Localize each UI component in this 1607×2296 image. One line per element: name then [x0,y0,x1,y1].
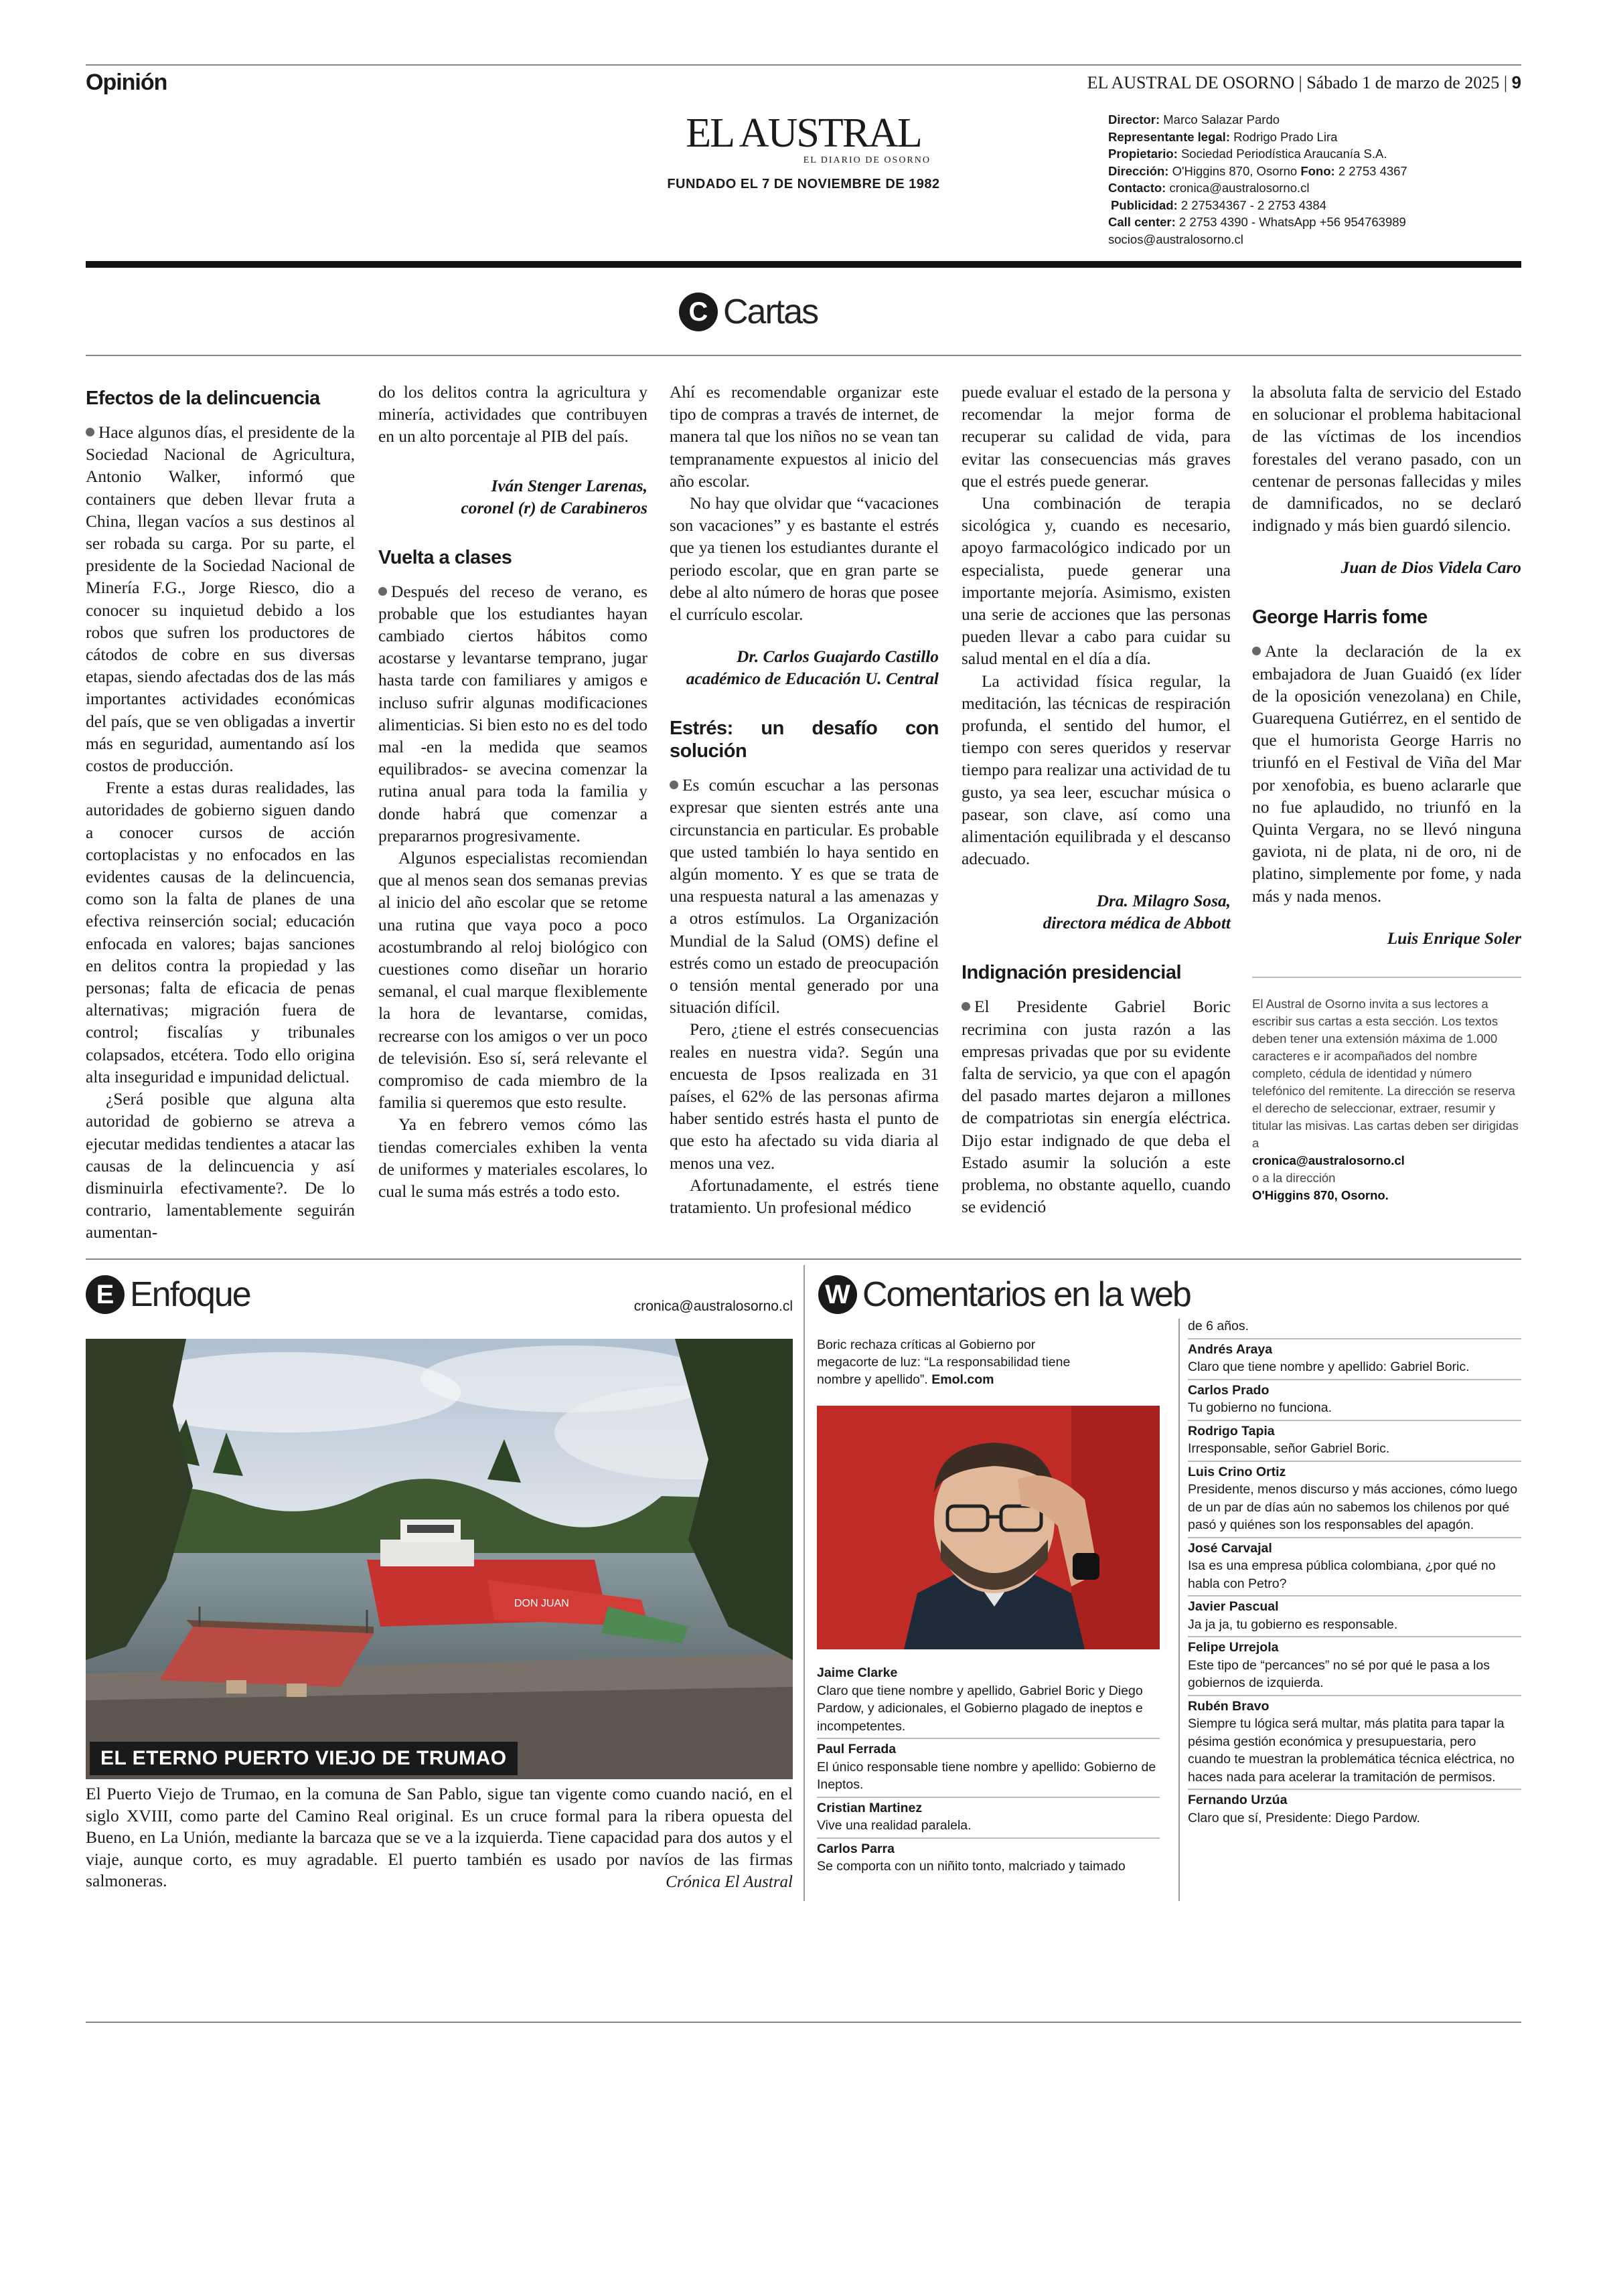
letter-paragraph: Una combinación de terapia sicológica y, cuando es necesario, apoyo farmacológico indicado por un especialista, puede generar una importante mejoría. Asimismo, existen una serie de acciones que las personas pueden llevar a cabo para cuidar su salud mental en el día a día. [962,494,1231,669]
letter-signature: Iván Stenger Larenas, coronel (r) de Carabineros [461,476,647,517]
comment-author: Rodrigo Tapia [1188,1423,1275,1439]
column-divider [804,1265,805,1901]
comment-text: Vive una realidad paralela. [817,1818,972,1833]
letter-paragraph: La actividad física regular, la meditación, las técnicas de respiración profunda, el sentido del humor, el tiempo con seres queridos y reservar tiempo para realizar una actividad de tu gusto, ya sea leer, escuchar música o pasear, son clave, así como una alimentación equilibrada y el descanso adecuado. [962,671,1231,869]
comment-text: El único responsable tiene nombre y apellido: Gobierno de Ineptos. [817,1759,1156,1792]
president-photo-image [817,1406,1160,1649]
web-badge: W [818,1275,857,1314]
comment-author: Jaime Clarke [817,1665,898,1680]
letter-heading: George Harris fome [1252,606,1428,629]
letters-column-1 [86,382,355,1244]
letter-paragraph: Ahí es recomendable organizar este tipo de compras a través de internet, de manera tal que los niños no se vean tan tempranamente expuestos al inicio del año escolar. [670,383,939,491]
enfoque-heading [86,1275,250,1315]
enfoque-caption: El Puerto Viejo de Trumao, en la comuna de San Pablo, sigue tan vigente como cuando nació, en el siglo XVIII, como parte del Camino Real original. Es un cruce formal para la ribera opuesta del Bueno, en La Unión, mediante la barcaza que se ve a la izquierda. Tiene capacidad para dos autos y el viaje, aunque corto, es muy agradable. El puerto también es usado por navíos de las firmas salmoneras. [86,1784,793,1890]
comment-item [817,1839,1160,1878]
enfoque-badge: E [86,1275,125,1314]
comment-author: Felipe Urrejola [1188,1640,1279,1655]
web-intro: Boric rechaza críticas al Gobierno por megacorte de luz: “La responsabilidad tiene nombre y apellido”. Emol.com [817,1337,1071,1387]
comment-author: Cristian Martinez [817,1800,923,1815]
bullet-icon [670,781,678,789]
section-label: Opinión [86,70,167,95]
credit-line: Propietario: Sociedad Periodística Araucanía S.A. [1108,147,1387,161]
cartas-divider [86,355,1521,356]
letter-paragraph: do los delitos contra la agricultura y minería, actividades que contribuyen en un alto porcentaje al PIB del país. [378,383,647,446]
comment-text: Este tipo de “percances” no sé por qué le pasa a los gobiernos de izquierda. [1188,1657,1490,1690]
credit-line: Representante legal: Rodrigo Prado Lira [1108,129,1338,144]
ferry-name-text: DON JUAN [514,1598,569,1609]
letter-paragraph: Pero, ¿tiene el estrés consecuencias reales en nuestra vida?. Según una encuesta de Ipsos realizada en 31 países, el 62% de las personas afirma haber sentido estrés hasta el punto de que esto ha afectado su vida diaria al menos una vez. [670,1020,939,1173]
credit-line: socios@australosorno.cl [1108,232,1243,246]
letter-signature: Dr. Carlos Guajardo Castillo académico de Educación U. Central [686,647,939,689]
comment-item [1188,1421,1521,1462]
credit-line: Contacto: cronica@australosorno.cl [1108,181,1310,195]
enfoque-title: Enfoque [130,1275,250,1314]
comment-author: Carlos Parra [817,1841,895,1856]
web-intro-source: Emol.com [931,1372,994,1387]
letters-column-5 [1252,382,1521,1204]
cartas-title: Cartas [723,293,818,331]
comment-text: Siempre tu lógica será multar, más platita para tapar la pésima gestión económica y presupuestaria, pero cuando te muestran la problemática técnica eléctrica, no haces nada para acelerar la tramitación de permisos. [1188,1716,1515,1785]
comment-item [817,1798,1160,1839]
comment-text: Ja ja ja, tu gobierno es responsable. [1188,1617,1398,1632]
comment-item [1188,1538,1521,1597]
letter-heading: Estrés: un desafío con solución [670,718,939,762]
ferry-photo [86,1339,793,1779]
comment-item [1188,1790,1521,1829]
staff-credits [1108,111,1521,248]
notice-email[interactable]: cronica@australosorno.cl [1252,1153,1405,1167]
letter-signature: Luis Enrique Soler [1387,928,1521,948]
comment-author: Rubén Bravo [1188,1698,1270,1714]
letter-paragraph: No hay que olvidar que “vacaciones son vacaciones” y es bastante el estrés que ya tienen los estudiantes durante el periodo escolar, que en gran parte se debe al alto número de horas que posee el currículo escolar. [670,494,939,625]
comment-author: Carlos Prado [1188,1382,1270,1398]
letter-signature: Dra. Milagro Sosa, directora médica de Abbott [1043,892,1231,933]
letter-paragraph: ¿Será posible que alguna alta autoridad de gobierno se atreva a ejecutar medidas tendientes a atacar las causas de la delincuencia y así disminuirla efectivamente?. De lo contrario, lamentablemente seguirán aumentan- [86,1090,355,1242]
comment-item [817,1739,1160,1798]
comment-author: Fernando Urzúa [1188,1793,1288,1807]
comment-author: Paul Ferrada [817,1742,897,1756]
comment-text: Claro que tiene nombre y apellido, Gabriel Boric y Diego Pardow, y adicionales, el Gobierno plagado de ineptos e incompetentes. [817,1683,1143,1734]
photo-title: EL ETERNO PUERTO VIEJO DE TRUMAO [90,1742,518,1775]
comment-text: Tu gobierno no funciona. [1188,1400,1332,1415]
footer-rule [86,2022,1521,2023]
comment-text: Isa es una empresa pública colombiana, ¿por qué no habla con Petro? [1188,1558,1496,1591]
letter-paragraph: Frente a estas duras realidades, las autoridades de gobierno siguen dando a conocer cursos de acción cortoplacistas y no enfocados en las evidentes causas de la delincuencia, como son la falta de planes de una efectiva reinserción social; educación enfocada en valores; bajas sanciones en delitos contra la propiedad y las personas; falta de eficacia de penas alternativas; migración fuera de control; fiscalías y tribunales colapsados, etcétera. Todo ello origina alta inseguridad e impunidad delictual. [86,778,355,1086]
cartas-heading [679,292,818,332]
letter-paragraph: puede evaluar el estado de la persona y recomendar la mejor forma de recuperar su calidad de vida, para evitar las consecuencias más graves que el estrés puede generar. [962,383,1231,491]
issue-line: EL AUSTRAL DE OSORNO | Sábado 1 de marzo de 2025 | 9 [1087,72,1521,92]
comment-continuation: de 6 años. [1188,1316,1521,1339]
president-photo [817,1406,1160,1649]
section-divider [86,1258,1521,1260]
letter-paragraph: Es común escuchar a las personas expresar que sienten estrés ante una circunstancia en particular. Es probable que usted también lo haya sentido en algún momento. Y es que se trata de una respuesta natural a las amenazas y a otros estímulos. La Organización Mundial de la Salud (OMS) define el estrés como un estado de preocupación o tensión mental generado por una situación difícil. [670,776,939,1017]
comment-item [1188,1696,1521,1791]
letter-signature: Juan de Dios Videla Caro [1341,558,1521,578]
bullet-icon [1252,647,1261,655]
comment-text: Irresponsable, señor Gabriel Boric. [1188,1441,1390,1456]
letters-column-4 [962,382,1231,1219]
comment-item [1188,1596,1521,1637]
page-number: 9 [1511,72,1521,92]
issue-date: Sábado 1 de marzo de 2025 [1306,73,1500,92]
comment-item [1188,1462,1521,1538]
comment-text: Presidente, menos discurso y más acciones, cómo luego de un par de días aún no sabemos los chilenos por qué pasó y quiénes son los responsables del apagón. [1188,1482,1518,1532]
comment-text: Se comporta con un niñito tonto, malcriado y taimado [817,1859,1126,1874]
credit-line: Call center: 2 2753 4390 - WhatsApp +56 954763989 [1108,215,1406,229]
web-title: Comentarios en la web [862,1275,1191,1314]
letter-paragraph: Hace algunos días, el presidente de la Sociedad Nacional de Agricultura, Antonio Walker, informó que containers que deben llevar fruta a China, llegan vacíos a sus destinos al ser robada su carga. Por su parte, el presidente de la Sociedad Nacional de Minería F.G., Jorge Riesco, dio a conocer su inquietud debido a los robos que sufren los productores de cátodos de cobre en sus diversas etapas, siendo afectadas dos de las más importantes actividades económicas del país, que se ven obligadas a invertir más en seguridad, aumentando así los costos de producción. [86,423,355,776]
letter-paragraph: Después del receso de verano, es probable que los estudiantes hayan cambiado ciertos hábitos como acostarse y levantarse temprano, jugar hasta tarde con familiares y amigos e incluso sufrir algunas modificaciones alimenticias. Si bien esto no es del todo mal -en la medida que seamos equilibrados- se avecina comenzar la rutina anual para toda la familia y donde habrá que comenzar a prepararnos progresivamente. [378,582,647,845]
header-divider [86,261,1521,268]
enfoque-signature: Crónica El Austral [666,1873,793,1891]
newspaper-logo: EL AUSTRAL [686,110,921,156]
top-bar [86,64,1521,99]
cartas-badge: C [679,293,718,331]
masthead [656,112,951,192]
comment-item [1188,1637,1521,1696]
letters-column-2 [378,382,647,1203]
comments-list-left [817,1663,1160,1878]
letter-heading: Vuelta a clases [378,546,512,568]
letter-heading: Efectos de la delincuencia [86,388,320,409]
letter-paragraph: la absoluta falta de servicio del Estado en solucionar el problema habitacional de las víctimas de los incendios forestales del verano pasado, con un centenar de personas fallecidas y miles de damnificados, no se declaró indignado y más bien guardó silencio. [1252,383,1521,536]
comment-author: José Carvajal [1188,1540,1272,1556]
letter-paragraph: Ya en febrero vemos cómo las tiendas comerciales exhiben la venta de uniformes y materiales escolares, lo cual le suma más estrés a todo esto. [378,1115,647,1202]
credit-line: Director: Marco Salazar Pardo [1108,112,1280,127]
newspaper-name: EL AUSTRAL DE OSORNO [1087,73,1294,92]
submission-notice: El Austral de Osorno invita a sus lectores a escribir sus cartas a esta sección. Los textos deben tener una extensión máxima de 1.000 caracteres e ir acompañados del nombre completo, cédula de identidad y número telefónico del remitente. La dirección se reserva el derecho de seleccionar, extraer, resumir y titular las misivas. Las cartas deben ser dirigidas a cronica@australosorno.cl o a la dirección O'Higgins 870, Osorno. [1252,977,1521,1204]
credit-line: Dirección: O'Higgins 870, Osorno Fono: 2 2753 4367 [1108,163,1407,178]
comments-list-right [1188,1316,1521,1829]
letter-paragraph: Ante la declaración de la ex embajadora de Juan Guaidó (ex líder de la oposición venezolana) en Chile, Guarequena Gutiérrez, en el sentido de que el humorista George Harris no triunfó en el Festival de Viña del Mar por xenofobia, es bueno aclararle que no fue aplaudido, no triunfó en la Quinta Vergara, no se llevó ninguna gaviota, ni de plata, ni de oro, ni de platino, simplemente por fome, y nada más y nada menos. [1252,642,1521,906]
founded-line: FUNDADO EL 7 DE NOVIEMBRE DE 1982 [667,177,940,191]
comment-item [1188,1339,1521,1380]
ferry-scene-image [86,1339,793,1779]
letter-heading: Indignación presidencial [962,962,1182,984]
comment-author: Luis Crino Ortiz [1188,1464,1286,1479]
comment-item [1188,1380,1521,1421]
web-heading [818,1275,1191,1315]
comment-text: Claro que sí, Presidente: Diego Pardow. [1188,1810,1420,1825]
logo-tagline: EL DIARIO DE OSORNO [803,155,931,165]
comment-item [817,1663,1160,1739]
letter-paragraph: Afortunadamente, el estrés tiene tratamiento. Un profesional médico [670,1175,939,1218]
letter-paragraph: Algunos especialistas recomiendan que al menos sean dos semanas previas al inicio del año escolar que se retome una rutina que vaya poco a poco acostumbrando al reloj biológico con cuestiones como diseñar un horario semanal, el cual marque flexiblemente la hora de levantarse, comidas, recrearse con los amigos o ver un poco de televisión. Eso sí, será relevante el compromiso de cada miembro de la familia si queremos que esto resulte. [378,849,647,1113]
comments-divider [1178,1319,1180,1901]
credit-line: Publicidad: 2 27534367 - 2 2753 4384 [1111,197,1326,212]
comment-author: Javier Pascual [1188,1599,1279,1614]
letter-paragraph: El Presidente Gabriel Boric recrimina con justa razón a las empresas privadas que por su evidente falta de servicio, ya que con el apagón del pasado martes dejaron a millones de compatriotas sin energía eléctrica. Dijo estar indignado de que deba el Estado asumir la solución a este problema, no obstante aquello, cuando se evidenció [962,997,1231,1217]
bullet-icon [962,1002,970,1011]
comment-author: Andrés Araya [1188,1341,1273,1357]
letters-column-3 [670,382,939,1219]
bullet-icon [86,428,94,436]
enfoque-email[interactable]: cronica@australosorno.cl [633,1299,793,1314]
bullet-icon [378,587,387,596]
comment-text: Claro que tiene nombre y apellido: Gabriel Boric. [1188,1360,1470,1374]
